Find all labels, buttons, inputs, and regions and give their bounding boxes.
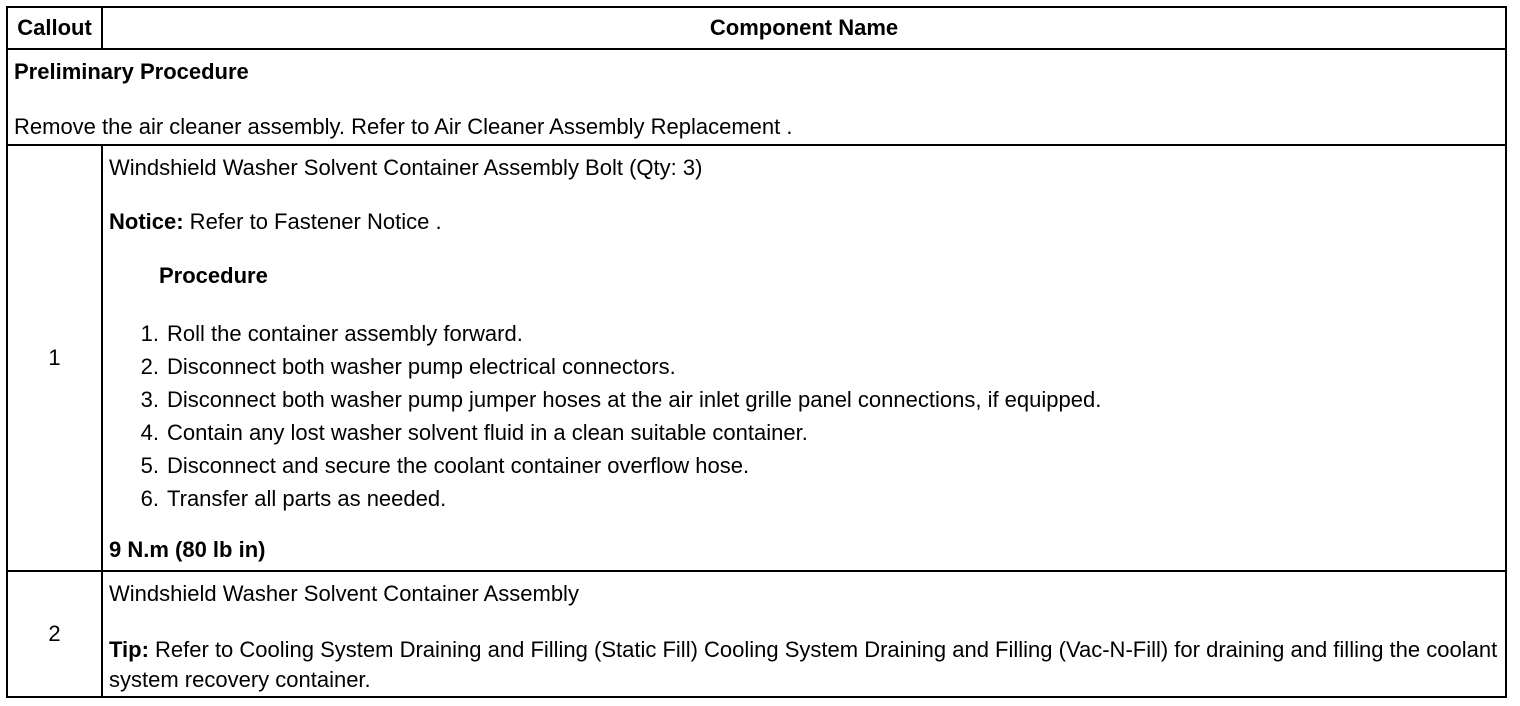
component-name: Windshield Washer Solvent Container Assembly (109, 581, 579, 606)
notice-text: Refer to Fastener Notice . (183, 209, 442, 234)
list-item (109, 317, 1499, 350)
preliminary-cell (7, 49, 1506, 145)
callout-header: Callout (7, 7, 102, 49)
list-item (109, 449, 1499, 482)
tip-text: Refer to Cooling System Draining and Filling (Static Fill) Cooling System Draining and Filling (Vac-N-Fill) for draining and filling the coolant system recovery container. (109, 637, 1498, 692)
preliminary-title: Preliminary Procedure (14, 59, 249, 84)
step-number: 3. (140, 387, 159, 412)
callout-number: 2 (7, 571, 102, 697)
list-item (109, 383, 1499, 416)
list-item (109, 416, 1499, 449)
preliminary-text: Remove the air cleaner assembly. Refer to Air Cleaner Assembly Replacement . (14, 114, 793, 139)
header-row (7, 7, 1506, 49)
torque-spec: 9 N.m (80 lb in) (109, 537, 266, 562)
table-row (7, 571, 1506, 697)
preliminary-row (7, 49, 1506, 145)
table-row (7, 145, 1506, 571)
step-number: 6. (140, 486, 159, 511)
step-number: 4. (140, 420, 159, 445)
tip (109, 635, 1499, 695)
procedure-steps (109, 317, 1499, 515)
component-name-header: Component Name (102, 7, 1506, 49)
notice-label: Notice: (109, 209, 184, 234)
notice (109, 209, 1499, 235)
procedure-table (6, 6, 1507, 698)
step-text: Roll the container assembly forward. (167, 321, 523, 346)
step-text: Disconnect both washer pump electrical connectors. (167, 354, 676, 379)
tip-label: Tip: (109, 637, 149, 662)
step-text: Contain any lost washer solvent fluid in a clean suitable container. (167, 420, 808, 445)
step-number: 1. (140, 321, 159, 346)
callout-number: 1 (7, 145, 102, 571)
list-item (109, 350, 1499, 383)
procedure-title: Procedure (159, 263, 268, 288)
list-item (109, 482, 1499, 515)
component-cell (102, 571, 1506, 697)
step-number: 5. (140, 453, 159, 478)
step-text: Disconnect and secure the coolant container overflow hose. (167, 453, 750, 478)
component-name: Windshield Washer Solvent Container Assembly Bolt (Qty: 3) (109, 155, 703, 180)
step-text: Transfer all parts as needed. (167, 486, 447, 511)
step-number: 2. (140, 354, 159, 379)
step-text: Disconnect both washer pump jumper hoses at the air inlet grille panel connections, if equipped. (167, 387, 1102, 412)
component-cell (102, 145, 1506, 571)
